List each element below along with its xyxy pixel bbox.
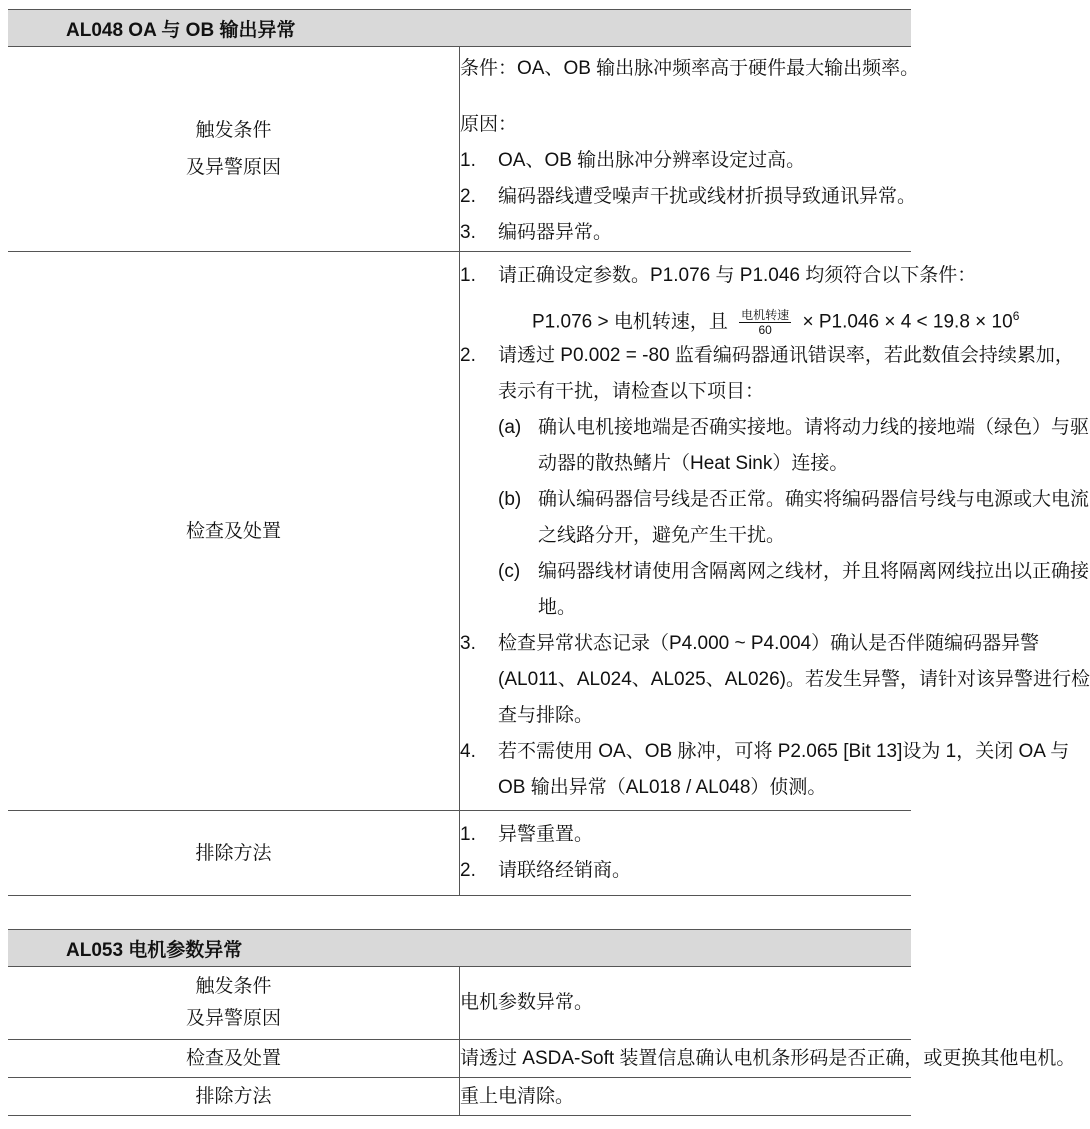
al053-check-row — [8, 1040, 911, 1078]
check-label: 检查及处置 — [8, 1040, 460, 1078]
list-item: 1. 请正确设定参数。P1.076 与 P1.046 均须符合以下条件： — [460, 265, 977, 286]
formula: P1.076 > 电机转速，且 $\frac{\text{电机转速}}{60}$ × $P1.046 \times 4 < 19.8 \times 10^6$ — [532, 307, 1020, 337]
check-content: 请透过 ASDA-Soft 装置信息确认电机条形码是否正确，或更换其他电机。 — [460, 1040, 912, 1078]
remedy-label: 排除方法 — [8, 811, 460, 896]
remedy-content — [460, 811, 912, 896]
al048-title: AL048 OA 与 OB 输出异常 — [66, 19, 296, 41]
list-item: 1. OA、OB 输出脉冲分辨率设定过高。 — [460, 150, 806, 171]
list-item: 3. 编码器异常。 — [460, 222, 613, 243]
list-item: 2. 请联络经销商。 — [460, 860, 632, 881]
trigger-content: 电机参数异常。 — [460, 967, 912, 1040]
list-item: 3. 检查异常状态记录（P4.000 ~ P4.004）确认是否伴随编码器异警 — [460, 633, 1040, 654]
al048-check-row — [8, 252, 911, 811]
remedy-label: 排除方法 — [8, 1078, 460, 1116]
check-content: 1. 请正确设定参数。P1.076 与 P1.046 均须符合以下条件： P1.076 > 电机转速，且 $\frac{\text{电机转速}}{60}$ × $P1.046 \times 4 < 19.8 \times 10^6$ 2. 请透过 P0.002 = -80 监看编码器通讯错误率，若此数值会持续累加， 表示有干扰，请检查以下项目： (a) 确认电机接地端是否确实接地。请将动力线的接地端（绿色）与驱 动器的散热鳍片（Heat Sink）连接。 (b) 确认编码器信号线是否正常。确实将编码器信号线与电源或大电流 之线路分开，避免产生干扰。 (c) 编码器线材请使用含隔离网之线材，并且将隔离网线拉出以正确接 地。 3. 检查异常状态记录（P4.000 ~ P4.004）确认是否伴随编码器异警 (AL011、AL024、AL025、AL026)。若发生异警，请针对该异警进行检 查与排除。 4. 若不需使用 OA、OB 脉冲，可将 P2.065 [Bit 13]设为 1，关闭 OA 与 OB 输出异常（AL018 / AL048）侦测。 — [460, 252, 912, 811]
trigger-label: 触发条件 及异警原因 — [8, 967, 460, 1040]
condition-text: 条件：OA、OB 输出脉冲频率高于硬件最大输出频率。 — [460, 58, 920, 79]
remedy-content: 重上电清除。 — [460, 1078, 912, 1116]
formula-fraction: $\frac{\text{电机转速}}{60}$ — [741, 307, 790, 337]
al048-trigger-row — [8, 47, 911, 252]
al048-remedy-row — [8, 811, 911, 896]
sub-item: (c) 编码器线材请使用含隔离网之线材，并且将隔离网线拉出以正确接 — [498, 561, 1090, 582]
al053-table — [8, 929, 1076, 1116]
sub-item: (b) 确认编码器信号线是否正常。确实将编码器信号线与电源或大电流 — [498, 489, 1090, 510]
al053-title: AL053 电机参数异常 — [66, 939, 243, 961]
list-item: 2. 请透过 P0.002 = -80 监看编码器通讯错误率，若此数值会持续累加， — [460, 345, 1074, 366]
trigger-label: 触发条件 及异警原因 — [8, 47, 460, 252]
list-item: 1. 异警重置。 — [460, 824, 594, 845]
list-item: 4. 若不需使用 OA、OB 脉冲，可将 P2.065 [Bit 13]设为 1，关闭 OA 与 — [460, 741, 1070, 762]
list-item: 2. 编码器线遭受噪声干扰或线材折损导致通讯异常。 — [460, 186, 917, 207]
al053-trigger-row — [8, 967, 911, 1040]
check-label: 检查及处置 — [8, 252, 460, 811]
cause-heading: 原因： — [460, 114, 518, 135]
al053-remedy-row — [8, 1078, 911, 1116]
al048-table — [8, 9, 1090, 896]
trigger-content — [460, 47, 920, 252]
sub-item: (a) 确认电机接地端是否确实接地。请将动力线的接地端（绿色）与驱 — [498, 417, 1090, 438]
